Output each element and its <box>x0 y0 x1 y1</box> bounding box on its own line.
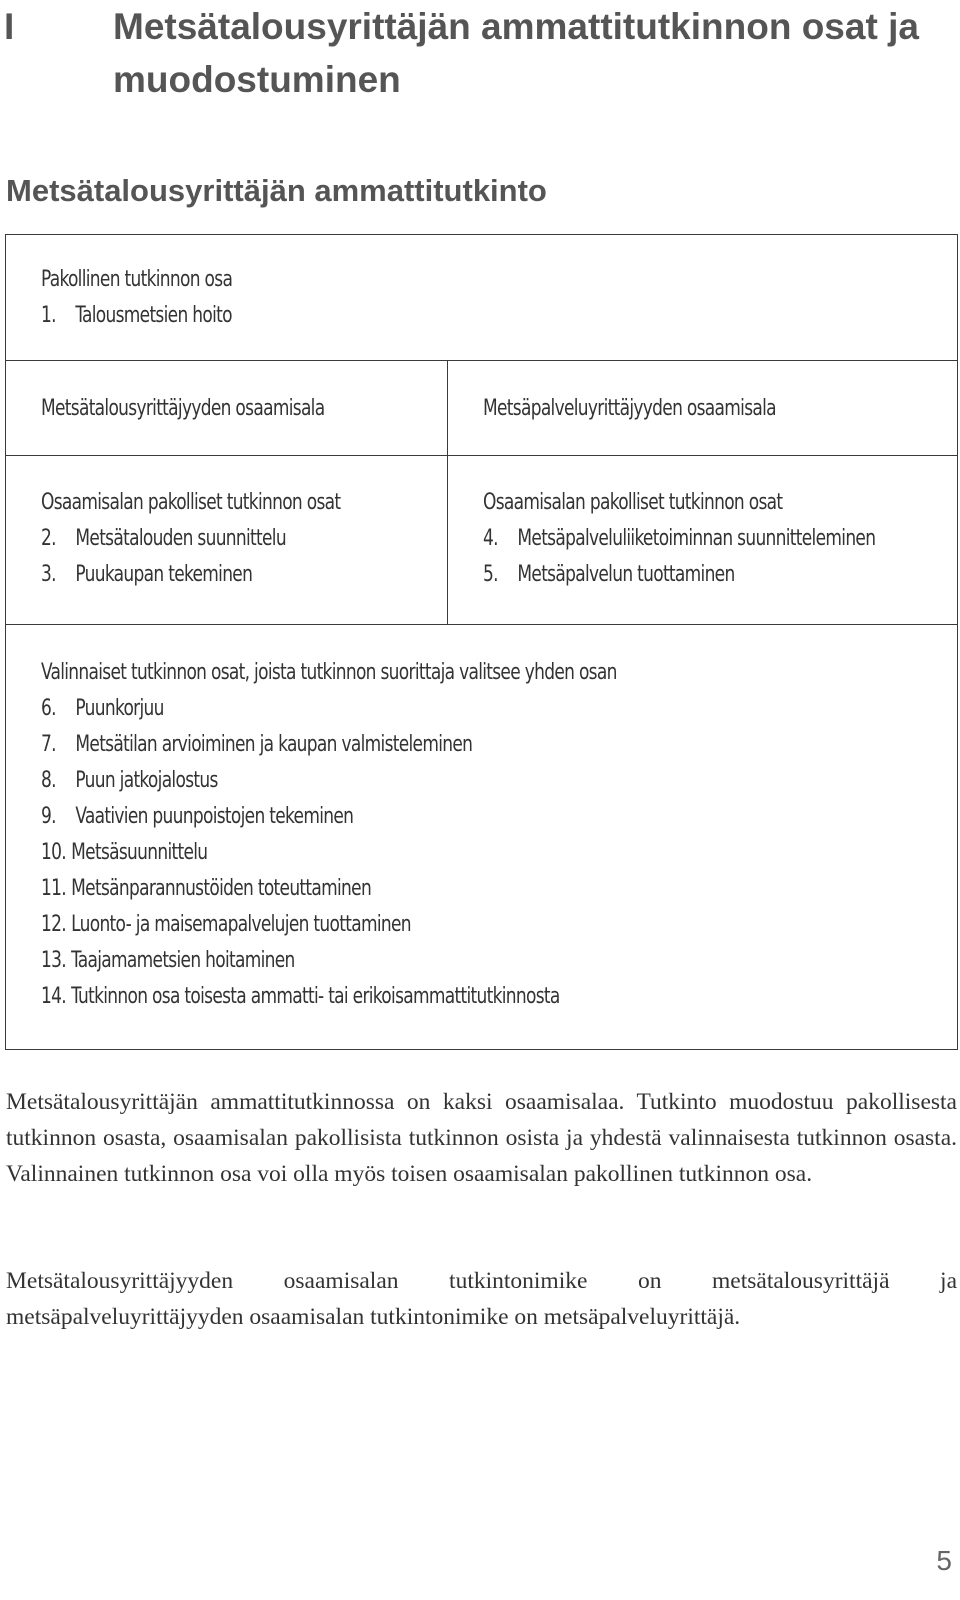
list-item <box>41 871 617 907</box>
item-number: 13. <box>41 948 67 973</box>
item-number: 14. <box>41 984 67 1009</box>
area-name-right: Metsäpalveluyrittäjyyden osaamisala <box>483 396 776 421</box>
list-item <box>41 907 617 943</box>
list-item <box>41 835 617 871</box>
list-item <box>41 298 232 334</box>
list-item <box>41 763 617 799</box>
area-mandatory-heading: Osaamisalan pakolliset tutkinnon osat <box>483 490 783 515</box>
area-name-left: Metsätalousyrittäjyyden osaamisala <box>41 396 325 421</box>
list-item <box>41 943 617 979</box>
item-label: Metsäpalvelun tuottaminen <box>517 562 735 587</box>
list-item <box>41 691 617 727</box>
item-label: Metsätilan arvioiminen ja kaupan valmisteleminen <box>75 732 473 757</box>
item-label: Taajamametsien hoitaminen <box>71 948 295 973</box>
item-label: Puunkorjuu <box>75 696 164 721</box>
list-item <box>41 979 617 1015</box>
item-label: Puun jatkojalostus <box>75 768 218 793</box>
list-item <box>483 557 875 593</box>
item-label: Metsäpalveluliiketoiminnan suunnitteleminen <box>517 526 876 551</box>
item-number: 1. <box>41 303 56 328</box>
item-label: Vaativien puunpoistojen tekeminen <box>75 804 354 829</box>
item-label: Metsätalouden suunnittelu <box>75 526 286 551</box>
chapter-title: Metsätalousyrittäjän ammattitutkinnon osat ja muodostuminen <box>113 6 919 100</box>
item-number: 8. <box>41 768 56 793</box>
area-mandatory-cell-left <box>41 485 340 593</box>
item-number: 6. <box>41 696 56 721</box>
table-divider <box>6 455 957 456</box>
item-number: 5. <box>483 562 498 587</box>
chapter-number: I <box>4 6 15 47</box>
list-item <box>41 557 340 593</box>
body-paragraph: Metsätalousyrittäjyyden osaamisalan tutkintonimike on metsätalousyrittäjä ja metsäpalveluyrittäjyyden osaamisalan tutkintonimike on metsäpalveluyrittäjä. <box>6 1268 957 1330</box>
body-paragraph: Metsätalousyrittäjän ammattitutkinnossa on kaksi osaamisalaa. Tutkinto muodostuu pakollisesta tutkinnon osasta, osaamisalan pakollisista tutkinnon osista ja yhdestä valinnaisesta tutkinnon osasta. Valinnainen tutkinnon osa voi olla myös toisen osaamisalan pakollinen tutkinnon osa. <box>6 1089 957 1187</box>
page-number: 5 <box>936 1545 952 1576</box>
optional-parts-heading: Valinnaiset tutkinnon osat, joista tutkinnon suorittaja valitsee yhden osan <box>41 660 617 685</box>
item-number: 10. <box>41 840 67 865</box>
mandatory-part-heading: Pakollinen tutkinnon osa <box>41 267 233 292</box>
table-divider <box>6 360 957 361</box>
item-label: Metsänparannustöiden toteuttaminen <box>71 876 372 901</box>
list-item <box>41 521 340 557</box>
item-label: Metsäsuunnittelu <box>71 840 208 865</box>
mandatory-part-cell <box>41 262 232 334</box>
list-item <box>41 799 617 835</box>
item-number: 4. <box>483 526 498 551</box>
item-number: 12. <box>41 912 67 937</box>
table-column-divider <box>447 360 448 624</box>
item-label: Puukaupan tekeminen <box>75 562 253 587</box>
qualification-structure-table <box>5 234 958 1050</box>
chapter-heading <box>4 0 954 106</box>
area-mandatory-cell-right <box>483 485 875 593</box>
list-item <box>483 521 875 557</box>
list-item <box>41 727 617 763</box>
area-mandatory-heading: Osaamisalan pakolliset tutkinnon osat <box>41 490 341 515</box>
item-label: Tutkinnon osa toisesta ammatti- tai erikoisammattitutkinnosta <box>71 984 560 1009</box>
item-label: Talousmetsien hoito <box>75 303 232 328</box>
item-label: Luonto- ja maisemapalvelujen tuottaminen <box>71 912 411 937</box>
table-divider <box>6 624 957 625</box>
optional-parts-cell <box>41 655 617 1015</box>
item-number: 2. <box>41 526 56 551</box>
item-number: 7. <box>41 732 56 757</box>
item-number: 3. <box>41 562 56 587</box>
section-heading: Metsätalousyrittäjän ammattitutkinto <box>6 173 547 208</box>
item-number: 11. <box>41 876 67 901</box>
item-number: 9. <box>41 804 56 829</box>
